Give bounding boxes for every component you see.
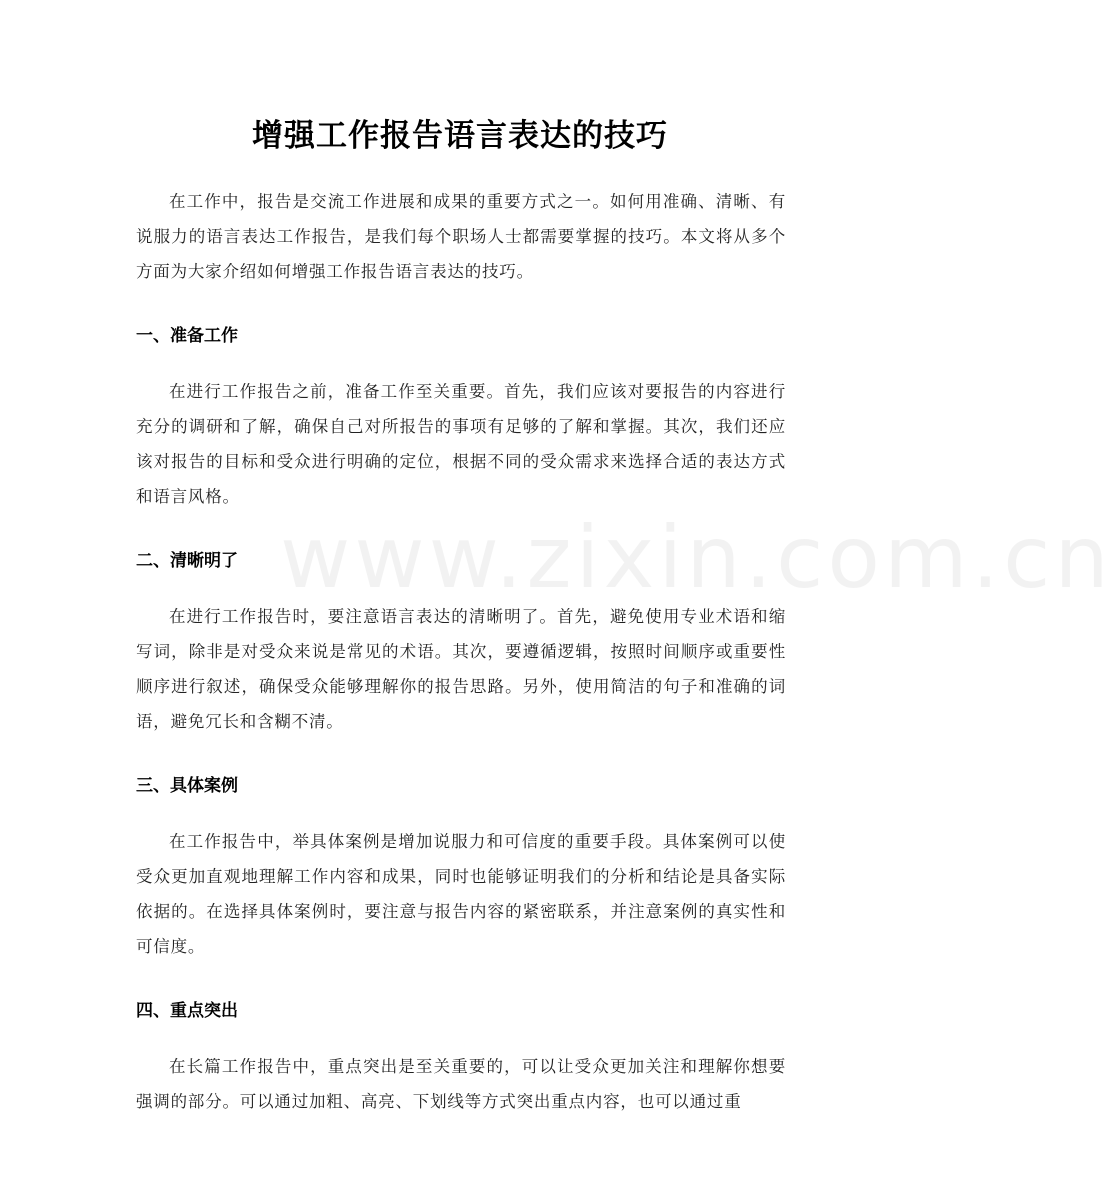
section-heading-emphasis: 四、重点突出	[136, 1001, 238, 1021]
intro-paragraph: 在工作中，报告是交流工作进展和成果的重要方式之一。如何用准确、清晰、有说服力的语言表达工作报告，是我们每个职场人士都需要掌握的技巧。本文将从多个方面为大家介绍如何增强工作报告语言表达的技巧。	[136, 192, 786, 281]
document-body	[136, 184, 786, 1119]
section-paragraph-preparation: 在进行工作报告之前，准备工作至关重要。首先，我们应该对要报告的内容进行充分的调研和了解，确保自己对所报告的事项有足够的了解和掌握。其次，我们还应该对报告的目标和受众进行明确的定位，根据不同的受众需求来选择合适的表达方式和语言风格。	[136, 382, 786, 506]
watermark-text: www.zixin.com.cn	[280, 508, 1113, 608]
section-paragraph-clarity: 在进行工作报告时，要注意语言表达的清晰明了。首先，避免使用专业术语和缩写词，除非是对受众来说是常见的术语。其次，要遵循逻辑，按照时间顺序或重要性顺序进行叙述，确保受众能够理解你的报告思路。另外，使用简洁的句子和准确的词语，避免冗长和含糊不清。	[136, 607, 786, 731]
section-heading-preparation: 一、准备工作	[136, 326, 238, 346]
section-paragraph-emphasis: 在长篇工作报告中，重点突出是至关重要的，可以让受众更加关注和理解你想要强调的部分。可以通过加粗、高亮、下划线等方式突出重点内容，也可以通过重	[136, 1057, 786, 1111]
document-title: 增强工作报告语言表达的技巧	[252, 118, 668, 154]
section-paragraph-cases: 在工作报告中，举具体案例是增加说服力和可信度的重要手段。具体案例可以使受众更加直观地理解工作内容和成果，同时也能够证明我们的分析和结论是具备实际依据的。在选择具体案例时，要注意与报告内容的紧密联系，并注意案例的真实性和可信度。	[136, 832, 786, 956]
section-heading-cases: 三、具体案例	[136, 776, 238, 796]
section-heading-clarity: 二、清晰明了	[136, 551, 238, 571]
